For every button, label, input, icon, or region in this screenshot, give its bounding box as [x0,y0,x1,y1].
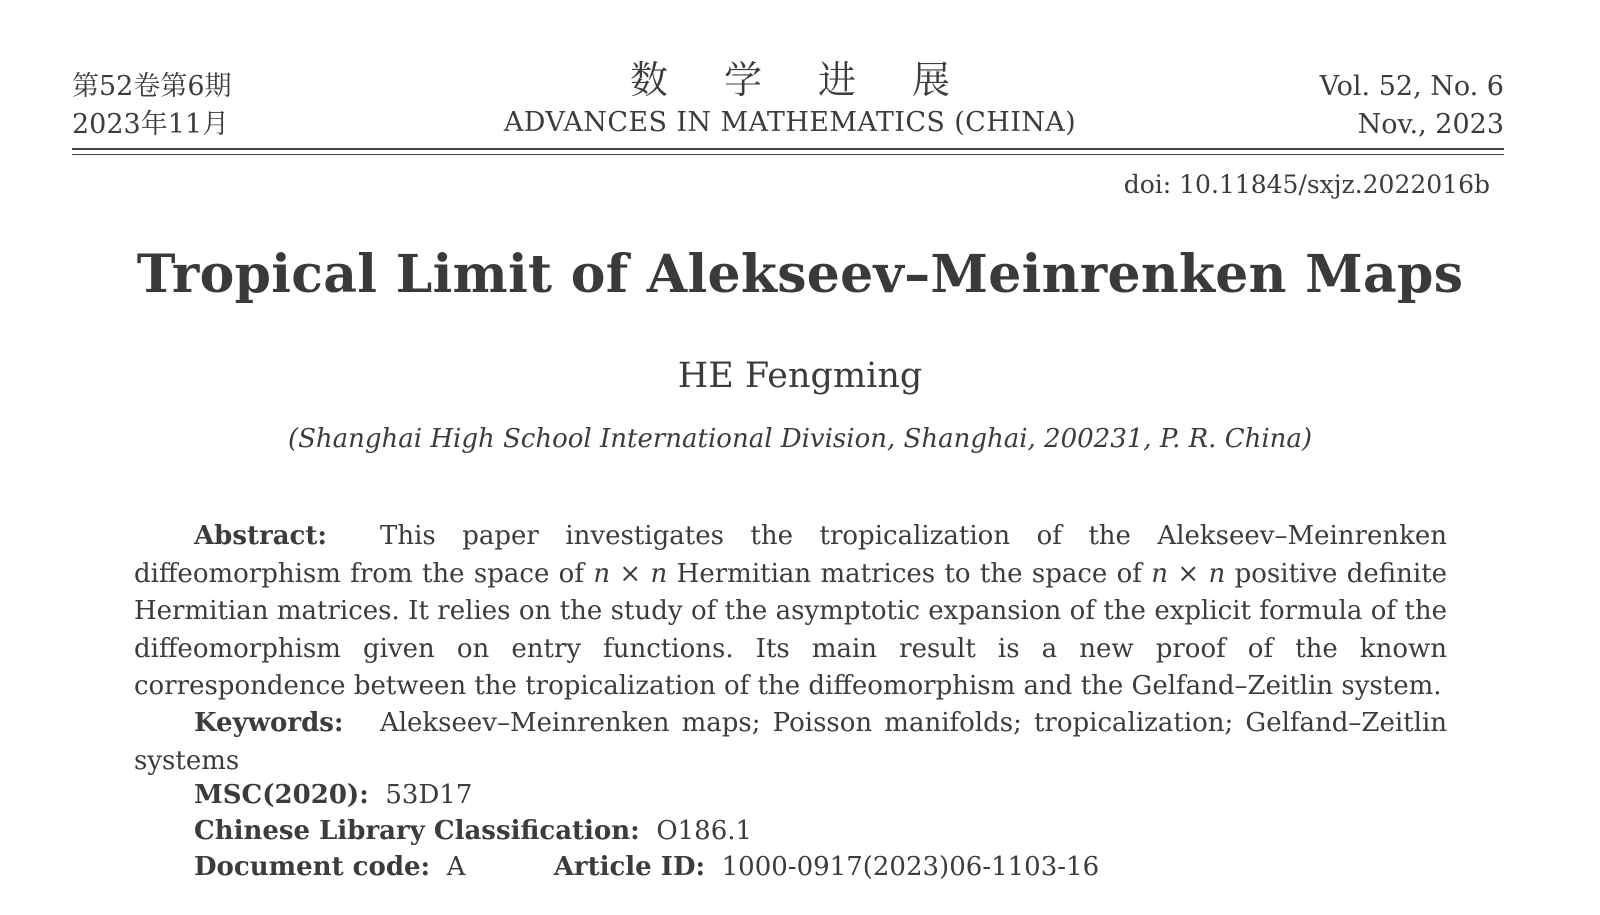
abstract-text-3: positive definite Hermitian matrices. It relies on the study of the asymptotic expansion of the explicit formula of the diffeomorphism given on entry functions. Its main result is a new proof of the known correspondence between the tropicalization of the diffeomorphism and the Gelfand–Zeitlin system. [134,558,1448,701]
keywords [134,705,1447,780]
journal-title-cn: 数学进展 [629,58,1006,102]
journal-title-en: ADVANCES IN MATHEMATICS (CHINA) [503,107,1077,138]
abstract-text-1: This paper investigates the tropicalization of the Alekseev–Meinrenken diffeomorphism from the space of [134,521,1447,589]
abstract [134,518,1447,706]
date-cn: 2023年11月 [72,109,230,140]
volume-cn: 第52卷第6期 [72,71,232,102]
abstract-math-1: n × n [593,558,668,589]
abstract-text-2: Hermitian matrices to the space of [676,558,1142,589]
doc-code-value: A [446,852,466,882]
journal-issue-en [1320,68,1504,144]
abstract-label: Abstract: [194,521,327,551]
date-en: Nov., 2023 [1357,109,1504,140]
abstract-math-2: n × n [1151,558,1226,589]
keywords-text: Alekseev–Meinrenken maps; Poisson manifolds; tropicalization; Gelfand–Zeitlin systems [134,708,1447,776]
header-rule-thin [72,154,1504,155]
doc-code-label: Document code: [194,852,431,882]
keywords-label: Keywords: [194,708,344,738]
header-rule-thick [72,148,1504,150]
msc-line [194,780,472,810]
paper-title: Tropical Limit of Alekseev–Meinrenken Maps [136,244,1464,305]
article-id [554,852,1099,882]
article-id-value: 1000-0917(2023)06-1103-16 [721,852,1100,882]
volume-en: Vol. 52, No. 6 [1319,71,1504,102]
doi[interactable]: doi: 10.11845/sxjz.2022016b [1123,170,1490,199]
clc-line [194,816,752,846]
journal-masthead [400,54,1180,140]
clc-value: O186.1 [656,816,753,846]
journal-issue-cn [72,68,232,144]
article-id-label: Article ID: [553,852,706,882]
msc-value: 53D17 [385,780,473,810]
msc-label: MSC(2020): [194,780,369,810]
author-affiliation: (Shanghai High School International Division, Shanghai, 200231, P. R. China) [287,424,1313,454]
codes-line [194,852,1099,882]
clc-label: Chinese Library Classification: [194,816,640,846]
author-name: HE Fengming [677,356,923,396]
